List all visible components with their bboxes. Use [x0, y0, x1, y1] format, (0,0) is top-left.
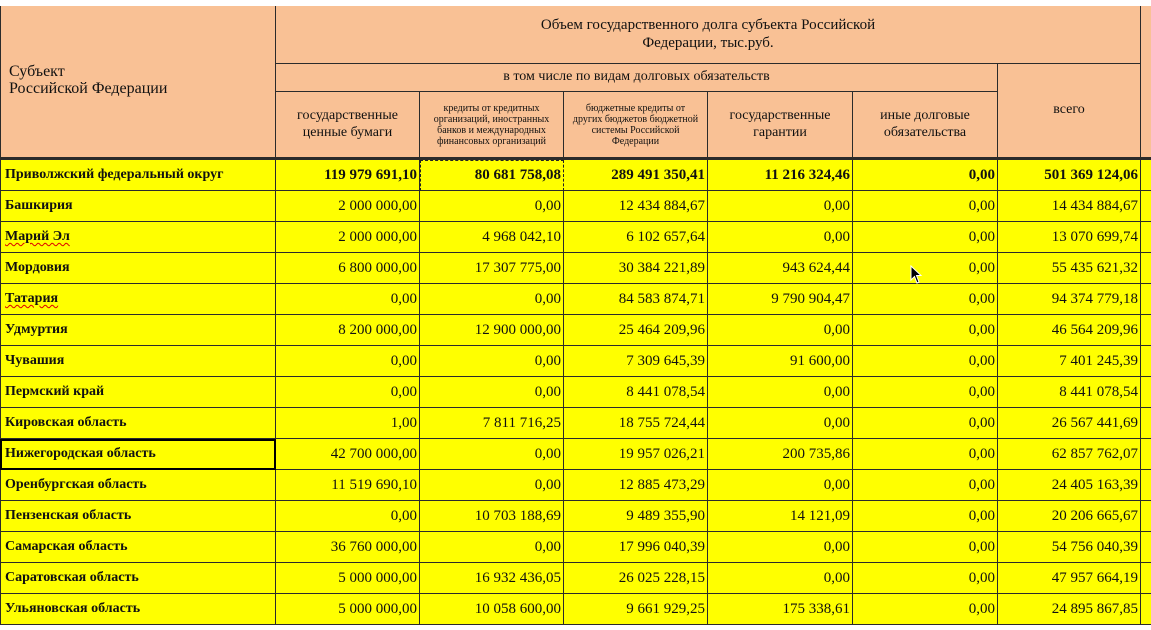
cell-value: 0,00 [534, 290, 561, 307]
cell-value: 0,00 [968, 166, 995, 183]
region-name-cell[interactable] [0, 160, 276, 191]
cell-value: 30 384 221,89 [618, 259, 705, 276]
extra-cell[interactable] [1141, 594, 1151, 625]
value-cell[interactable] [564, 222, 708, 253]
extra-cell[interactable] [1141, 346, 1151, 377]
extra-cell[interactable] [1141, 377, 1151, 408]
value-cell[interactable] [276, 191, 420, 222]
value-cell[interactable] [420, 315, 564, 346]
cell-value: 13 070 699,74 [1051, 228, 1138, 245]
value-cell[interactable] [564, 191, 708, 222]
header-divider [0, 157, 1151, 160]
region-name: Нижегородская область [5, 446, 156, 461]
cell-value: 12 900 000,00 [474, 321, 561, 338]
cell-value: 501 369 124,06 [1044, 166, 1138, 183]
value-cell[interactable] [564, 439, 708, 470]
value-cell[interactable] [564, 594, 708, 625]
value-cell[interactable] [564, 160, 708, 191]
value-cell[interactable] [276, 284, 420, 315]
region-name-cell[interactable] [0, 501, 276, 532]
value-cell[interactable] [420, 346, 564, 377]
value-cell[interactable] [998, 160, 1141, 191]
extra-cell[interactable] [1141, 160, 1151, 191]
value-cell[interactable] [708, 284, 853, 315]
value-cell[interactable] [276, 160, 420, 191]
header-main-title[interactable] [276, 6, 1141, 64]
cell-value: 54 756 040,39 [1051, 538, 1138, 555]
cell-value: 8 200 000,00 [338, 321, 417, 338]
region-name-cell[interactable] [0, 439, 276, 470]
cell-value: 8 441 078,54 [626, 383, 705, 400]
value-cell[interactable] [420, 532, 564, 563]
cell-value: 25 464 209,96 [618, 321, 705, 338]
value-cell[interactable] [853, 253, 998, 284]
value-cell[interactable] [564, 532, 708, 563]
header-col-other[interactable] [853, 92, 998, 158]
value-cell[interactable] [998, 346, 1141, 377]
cell-value: 47 957 664,19 [1051, 569, 1138, 586]
extra-cell[interactable] [1141, 315, 1151, 346]
region-name: Мордовия [5, 260, 70, 275]
cell-value: 0,00 [390, 383, 417, 400]
value-cell[interactable] [564, 253, 708, 284]
cell-value: 20 206 665,67 [1051, 507, 1138, 524]
value-cell[interactable] [708, 346, 853, 377]
value-cell[interactable] [708, 439, 853, 470]
cell-value: 4 968 042,10 [482, 228, 561, 245]
cell-value: 19 957 026,21 [618, 445, 705, 462]
value-cell[interactable] [564, 470, 708, 501]
cell-value: 14 121,09 [790, 507, 850, 524]
extra-cell[interactable] [1141, 408, 1151, 439]
cell-value: 17 307 775,00 [474, 259, 561, 276]
value-cell[interactable] [564, 408, 708, 439]
cell-value: 0,00 [823, 569, 850, 586]
region-name-cell[interactable] [0, 563, 276, 594]
value-cell[interactable] [708, 315, 853, 346]
value-cell[interactable] [998, 439, 1141, 470]
value-cell[interactable] [998, 532, 1141, 563]
cell-value: 26 025 228,15 [618, 569, 705, 586]
cell-value: 91 600,00 [790, 352, 850, 369]
cell-value: 10 058 600,00 [474, 600, 561, 617]
value-cell[interactable] [853, 563, 998, 594]
cell-value: 0,00 [390, 352, 417, 369]
extra-cell[interactable] [1141, 191, 1151, 222]
header-main-title-text: Объем государственного долга субъекта Российской Федерации, тыс.руб. [540, 17, 876, 51]
extra-cell[interactable] [1141, 284, 1151, 315]
value-cell[interactable] [420, 222, 564, 253]
value-cell[interactable] [420, 439, 564, 470]
cell-value: 9 661 929,25 [626, 600, 705, 617]
header-col-total-text: всего [1053, 102, 1085, 118]
cell-value: 55 435 621,32 [1051, 259, 1138, 276]
cell-value: 0,00 [968, 228, 995, 245]
region-name: Ульяновская область [5, 601, 141, 616]
cell-value: 0,00 [390, 507, 417, 524]
header-col-bank-credits[interactable] [420, 92, 564, 158]
cell-value: 0,00 [968, 383, 995, 400]
value-cell[interactable] [998, 408, 1141, 439]
cell-value: 9 790 904,47 [771, 290, 850, 307]
value-cell[interactable] [708, 160, 853, 191]
value-cell[interactable] [708, 408, 853, 439]
cell-value: 0,00 [968, 352, 995, 369]
cell-value: 10 703 188,69 [474, 507, 561, 524]
cell-value: 0,00 [968, 197, 995, 214]
cell-value: 24 895 867,85 [1051, 600, 1138, 617]
value-cell[interactable] [564, 346, 708, 377]
value-cell[interactable] [420, 253, 564, 284]
header-sub-title[interactable] [276, 64, 998, 92]
cell-value: 0,00 [968, 507, 995, 524]
value-cell[interactable] [276, 377, 420, 408]
cell-value: 2 000 000,00 [338, 197, 417, 214]
cell-value: 943 624,44 [782, 259, 850, 276]
header-col-budget-credits[interactable] [564, 92, 708, 158]
value-cell[interactable] [853, 377, 998, 408]
value-cell[interactable] [564, 284, 708, 315]
region-name-cell[interactable] [0, 222, 276, 253]
value-cell[interactable] [708, 253, 853, 284]
value-cell[interactable] [853, 222, 998, 253]
cell-value: 0,00 [968, 600, 995, 617]
cell-value: 16 932 436,05 [474, 569, 561, 586]
header-extra-column[interactable] [1141, 6, 1151, 158]
cell-value: 12 434 884,67 [618, 197, 705, 214]
region-name: Самарская область [5, 539, 128, 554]
extra-cell[interactable] [1141, 501, 1151, 532]
cell-value: 17 996 040,39 [618, 538, 705, 555]
value-cell[interactable] [420, 377, 564, 408]
value-cell[interactable] [276, 594, 420, 625]
header-col-bank-credits-text: кредиты от кредитных организаций, иностранных банков и международных финансовых организаций [433, 102, 550, 147]
region-name-cell[interactable] [0, 408, 276, 439]
cell-value: 0,00 [534, 197, 561, 214]
value-cell[interactable] [564, 501, 708, 532]
value-cell[interactable] [853, 532, 998, 563]
cell-value: 80 681 758,08 [474, 167, 561, 183]
value-cell[interactable] [853, 501, 998, 532]
header-col-guarantees[interactable] [708, 92, 853, 158]
cell-value: 0,00 [534, 445, 561, 462]
value-cell[interactable] [853, 470, 998, 501]
value-cell[interactable] [708, 470, 853, 501]
cell-value: 0,00 [968, 321, 995, 338]
region-name-cell[interactable] [0, 532, 276, 563]
header-subject-label: Субъект Российской Федерации [9, 63, 168, 97]
cell-value: 0,00 [823, 414, 850, 431]
extra-cell[interactable] [1141, 222, 1151, 253]
value-cell[interactable] [998, 501, 1141, 532]
cell-value: 11 519 690,10 [331, 476, 417, 493]
region-name: Удмуртия [5, 322, 68, 337]
value-cell[interactable] [708, 377, 853, 408]
extra-cell[interactable] [1141, 532, 1151, 563]
cell-value: 1,00 [390, 414, 417, 431]
cell-value: 0,00 [968, 259, 995, 276]
cell-value: 0,00 [968, 476, 995, 493]
cell-value: 289 491 350,41 [611, 166, 705, 183]
cell-value: 175 338,61 [782, 600, 850, 617]
region-name-cell[interactable] [0, 470, 276, 501]
cell-value: 24 405 163,39 [1051, 476, 1138, 493]
cell-value: 0,00 [823, 197, 850, 214]
value-cell[interactable] [276, 408, 420, 439]
cell-value: 62 857 762,07 [1051, 445, 1138, 462]
cell-value: 0,00 [390, 290, 417, 307]
cell-value: 0,00 [534, 383, 561, 400]
cell-value: 0,00 [968, 414, 995, 431]
region-name: Кировская область [5, 415, 127, 430]
region-name-cell[interactable] [0, 191, 276, 222]
region-name-cell[interactable] [0, 594, 276, 625]
cell-value: 0,00 [968, 569, 995, 586]
region-name: Марий Эл [5, 229, 70, 244]
value-cell[interactable] [276, 470, 420, 501]
mouse-pointer-icon [910, 265, 924, 285]
region-name: Саратовская область [5, 570, 139, 585]
cell-value: 11 216 324,46 [764, 166, 850, 183]
cell-value: 6 800 000,00 [338, 259, 417, 276]
value-cell[interactable] [564, 563, 708, 594]
cell-value: 0,00 [968, 538, 995, 555]
value-cell[interactable] [708, 501, 853, 532]
value-cell[interactable] [420, 563, 564, 594]
value-cell[interactable] [853, 160, 998, 191]
header-col-guarantees-text: государственные гарантии [729, 108, 831, 140]
cell-value: 2 000 000,00 [338, 228, 417, 245]
header-col-securities[interactable] [276, 92, 420, 158]
cell-value: 0,00 [534, 538, 561, 555]
value-cell[interactable] [420, 408, 564, 439]
region-name: Приволжский федеральный округ [5, 167, 224, 182]
region-name-cell[interactable] [0, 346, 276, 377]
header-subject[interactable] [0, 6, 276, 158]
region-name: Чувашия [5, 353, 65, 368]
value-cell[interactable] [998, 470, 1141, 501]
extra-cell[interactable] [1141, 253, 1151, 284]
value-cell[interactable] [420, 501, 564, 532]
value-cell[interactable] [276, 315, 420, 346]
value-cell[interactable] [998, 284, 1141, 315]
value-cell[interactable] [564, 315, 708, 346]
extra-cell[interactable] [1141, 439, 1151, 470]
value-cell[interactable] [276, 532, 420, 563]
value-cell[interactable] [276, 501, 420, 532]
value-cell[interactable] [708, 563, 853, 594]
cell-value: 0,00 [968, 445, 995, 462]
cell-value: 36 760 000,00 [330, 538, 417, 555]
cell-value: 0,00 [534, 476, 561, 493]
value-cell[interactable] [708, 222, 853, 253]
value-cell[interactable] [708, 594, 853, 625]
value-cell[interactable] [420, 160, 564, 191]
cell-value: 7 811 716,25 [482, 414, 561, 431]
value-cell[interactable] [276, 563, 420, 594]
header-col-budget-credits-text: бюджетные кредиты от других бюджетов бюджетной системы Российской Федерации [572, 102, 699, 147]
region-name-cell[interactable] [0, 377, 276, 408]
region-name-cell[interactable] [0, 284, 276, 315]
region-name: Пермский край [5, 384, 105, 399]
region-name-cell[interactable] [0, 253, 276, 284]
cell-value: 0,00 [823, 538, 850, 555]
value-cell[interactable] [853, 346, 998, 377]
value-cell[interactable] [276, 346, 420, 377]
value-cell[interactable] [998, 594, 1141, 625]
value-cell[interactable] [998, 377, 1141, 408]
cell-value: 46 564 209,96 [1051, 321, 1138, 338]
value-cell[interactable] [708, 532, 853, 563]
cell-value: 0,00 [823, 228, 850, 245]
value-cell[interactable] [276, 439, 420, 470]
cell-value: 7 309 645,39 [626, 352, 705, 369]
region-name: Башкирия [5, 198, 73, 213]
cell-value: 5 000 000,00 [338, 600, 417, 617]
cell-value: 26 567 441,69 [1051, 414, 1138, 431]
cell-value: 0,00 [968, 290, 995, 307]
cell-value: 0,00 [823, 476, 850, 493]
extra-cell[interactable] [1141, 470, 1151, 501]
value-cell[interactable] [853, 408, 998, 439]
value-cell[interactable] [998, 191, 1141, 222]
value-cell[interactable] [276, 253, 420, 284]
extra-cell[interactable] [1141, 563, 1151, 594]
region-name: Оренбургская область [5, 477, 147, 492]
cell-value: 42 700 000,00 [330, 445, 417, 462]
cell-value: 18 755 724,44 [618, 414, 705, 431]
value-cell[interactable] [276, 222, 420, 253]
value-cell[interactable] [708, 191, 853, 222]
cell-value: 119 979 691,10 [324, 166, 417, 183]
cell-value: 94 374 779,18 [1051, 290, 1138, 307]
value-cell[interactable] [420, 284, 564, 315]
cell-value: 0,00 [823, 383, 850, 400]
value-cell[interactable] [853, 191, 998, 222]
value-cell[interactable] [853, 315, 998, 346]
value-cell[interactable] [564, 377, 708, 408]
cell-value: 7 401 245,39 [1059, 352, 1138, 369]
value-cell[interactable] [853, 594, 998, 625]
value-cell[interactable] [998, 563, 1141, 594]
cell-value: 8 441 078,54 [1059, 383, 1138, 400]
cell-value: 0,00 [823, 321, 850, 338]
cell-value: 84 583 874,71 [618, 290, 705, 307]
cell-value: 14 434 884,67 [1051, 197, 1138, 214]
region-name: Пензенская область [5, 508, 132, 523]
header-col-securities-text: государственные ценные бумаги [297, 108, 398, 140]
cell-value: 9 489 355,90 [626, 507, 705, 524]
region-name-cell[interactable] [0, 315, 276, 346]
cell-value: 6 102 657,64 [626, 228, 705, 245]
value-cell[interactable] [998, 253, 1141, 284]
header-sub-title-text: в том числе по видам долговых обязательств [503, 69, 770, 85]
cell-value: 0,00 [534, 352, 561, 369]
value-cell[interactable] [420, 191, 564, 222]
value-cell[interactable] [853, 439, 998, 470]
header-col-total[interactable] [998, 64, 1141, 158]
value-cell[interactable] [998, 222, 1141, 253]
header-col-other-text: иные долговые обязательства [880, 108, 970, 140]
cell-value: 200 735,86 [782, 445, 850, 462]
value-cell[interactable] [853, 284, 998, 315]
value-cell[interactable] [998, 315, 1141, 346]
value-cell[interactable] [420, 470, 564, 501]
cell-value: 5 000 000,00 [338, 569, 417, 586]
value-cell[interactable] [420, 594, 564, 625]
region-name: Татария [5, 291, 59, 306]
cell-value: 12 885 473,29 [618, 476, 705, 493]
